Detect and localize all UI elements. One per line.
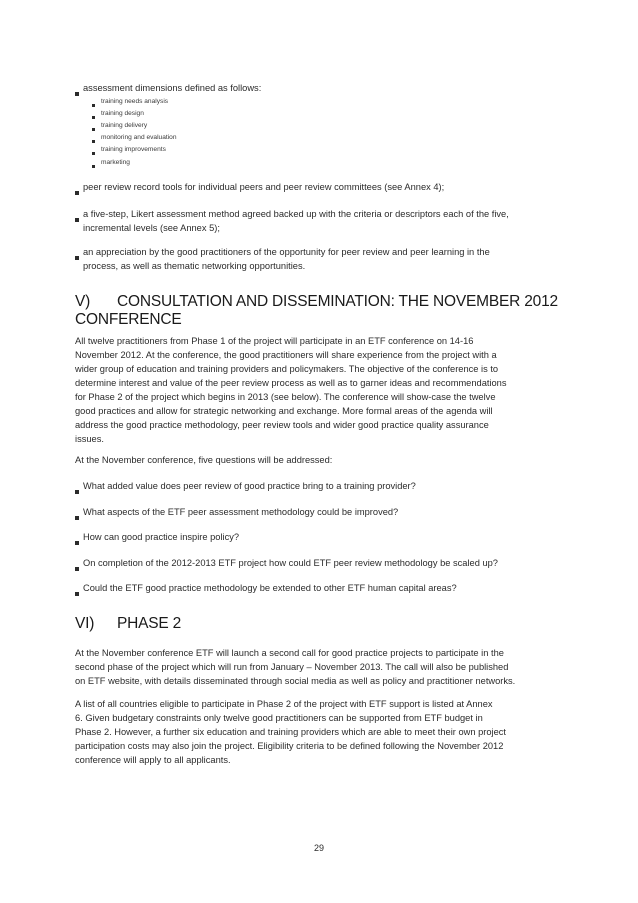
paragraph: A list of all countries eligible to participate in Phase 2 of the project with ETF support is listed at Annex 6. Given budgetary constraints only twelve good practitioners can be supported from ETF budget in Phase 2. However, a further six education and training providers which are able to meet their own project participation costs may also join the project. Eligibility criteria to be defined following the November 2012 conference will apply to all applicants. (75, 699, 506, 765)
paragraph: At the November conference ETF will launch a second call for good practice projects to participate in the second phase of the project which will run from January – November 2013. The call will also be published on ETF website, with details disseminated through social media as well as policy and practitioner networks. (75, 648, 516, 686)
page-number: 29 (313, 843, 324, 853)
bullet-icon (75, 191, 79, 195)
paragraph: All twelve practitioners from Phase 1 of the project will participate in an ETF conference on 14-16 November 2012. At the conference, the good practitioners will share experience from the project with a wider group of education and training providers and policymakers. The objective of the conference is to determine interest and value of the peer review process as well as to garner ideas and recommendations for Phase 2 of the project which begins in 2013 (see below). The conference will show-case the twelve good practices and allow for strategic networking and exchange. More formal areas of the agenda will address the good practice methodology, peer review tools and wider good practice quality assurance issues. (75, 336, 507, 444)
paragraph: At the November conference, five questions will be addressed: (75, 455, 333, 465)
bullet-icon (92, 152, 95, 155)
section-heading-continued: CONFERENCE (75, 311, 182, 328)
bullet-icon (75, 592, 79, 596)
bullet-icon (75, 92, 79, 96)
section-heading: V) CONSULTATION AND DISSEMINATION: THE NOVEMBER 2012 (75, 293, 558, 310)
bullet-icon (92, 116, 95, 119)
bullet-icon (75, 218, 79, 222)
list-item-text: assessment dimensions defined as follows: (83, 83, 262, 93)
bullet-icon (92, 104, 95, 107)
bullet-icon (75, 256, 79, 260)
bullet-icon (75, 567, 79, 571)
section-heading: VI) PHASE 2 (75, 615, 182, 632)
bullet-icon (75, 541, 79, 545)
bullet-icon (92, 140, 95, 143)
bullet-icon (92, 128, 95, 131)
document-page: assessment dimensions defined as follows: training needs analysis training design training delivery monitoring and evaluation training improvements marketing peer review record tools for individual peers and peer review committees (see Annex 4); a five-step, Likert assessment method agreed backed up with the criteria or descriptors each of the five, incremental levels (see Annex 5); an appreciation by the good practitioners of the opportunity for peer review and peer learning in the process, as well as thematic networking opportunities. V) CONSULTATION AND DISSEMINATION: THE NOVEMBER 2012 CONFERENCE All twelve practitioners from Phase 1 of the project will participate in an ETF conference on 14-16 November 2012. At the conference, the good practitioners will share experience from the project with a wider group of education and training providers and policymakers. The objective of the conference is to determine interest and value of the peer review process as well as to garner ideas and recommendations for Phase 2 of the project which begins in 2013 (see below). The conference will show-case the twelve good practices and allow for strategic networking and exchange. More formal areas of the agenda will address the good practice methodology, peer review tools and wider good practice quality assurance issues. At the November conference, five questions will be addressed: What added value does peer review of good practice bring to a training provider? What aspects of the ETF peer assessment methodology could be improved? How can good practice inspire policy? On completion of the 2012-2013 ETF project how could ETF peer review methodology be scaled up? Could the ETF good practice methodology be extended to other ETF human capital areas? VI) PHASE 2 At the November conference ETF will launch a second call for good practice projects to participate in the second phase of the project which will run from January – November 2013. The call will also be published on ETF website, with details disseminated through social media as well as policy and practitioner networks. A list of all countries eligible to participate in Phase 2 of the project with ETF support is listed at Annex 6. Given budgetary constraints only twelve good practitioners can be supported from ETF budget in Phase 2. However, a further six education and training providers which are able to meet their own project participation costs may also join the project. Eligibility criteria to be defined following the November 2012 conference will apply to all applicants. 29 (0, 0, 638, 903)
bullet-icon (75, 516, 79, 520)
bullet-icon (75, 490, 79, 494)
bullet-icon (92, 165, 95, 168)
